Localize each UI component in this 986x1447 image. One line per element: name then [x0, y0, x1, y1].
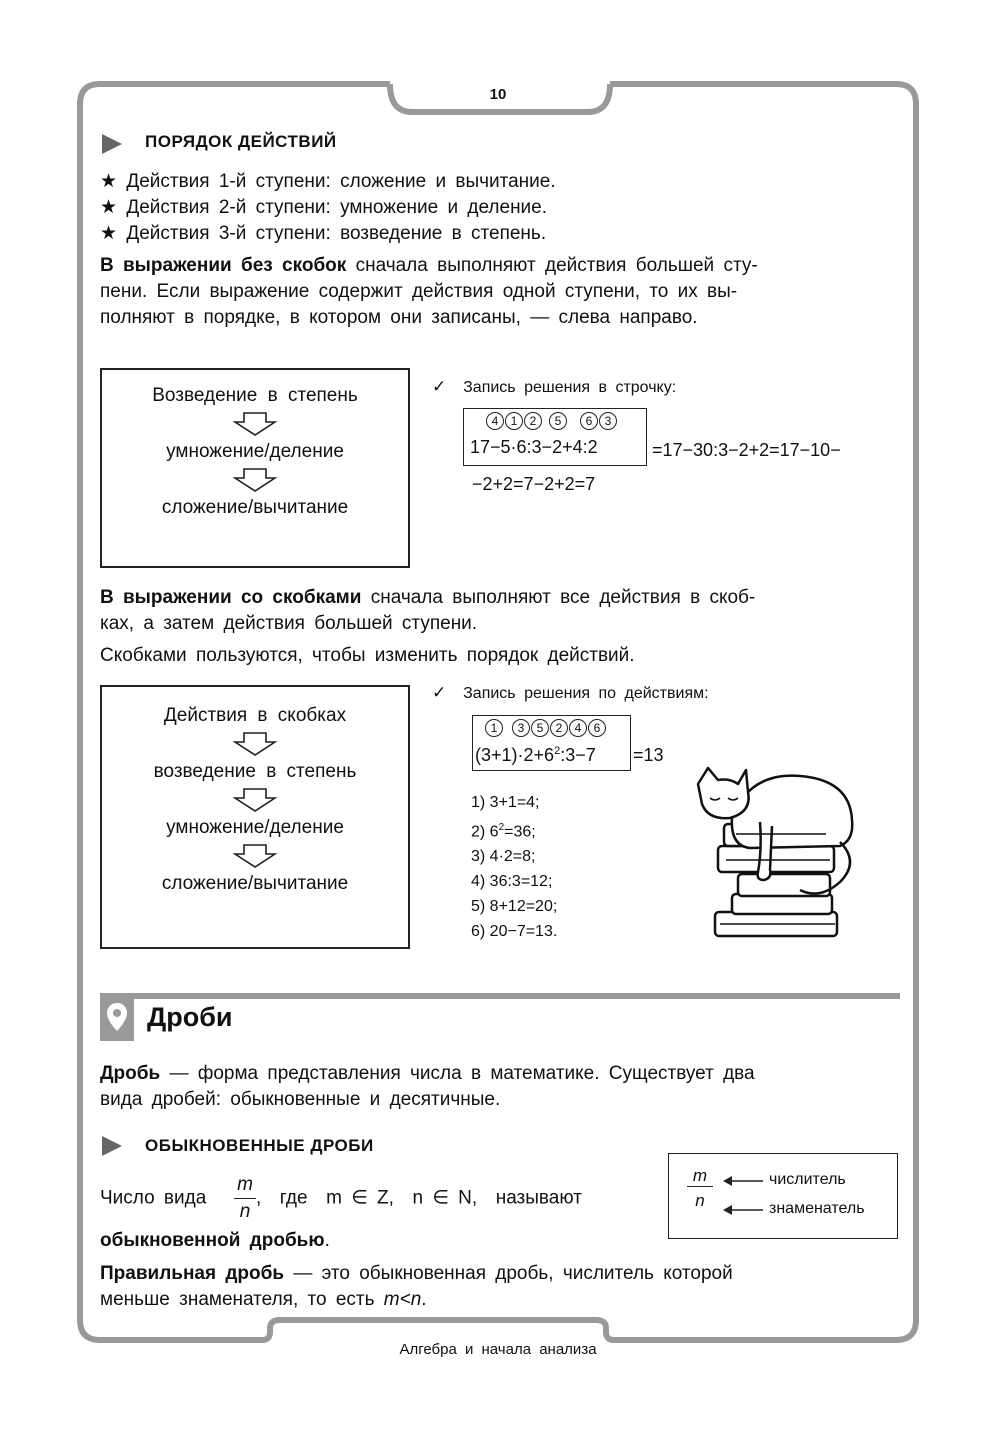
star-icon: ★ — [100, 197, 118, 218]
example1-expression: 17−5·6:3−2+4:2 — [470, 437, 598, 457]
section-heading-common-fractions: ОБЫКНОВЕННЫЕ ДРОБИ — [145, 1136, 374, 1155]
level-item: ★ Действия 3-й ступени: возведение в степень. — [100, 223, 547, 244]
rule-with-brackets: В выражении со скобками сначала выполняют все действия в скоб- ках, а затем действия большей ступени. Скобками пользуются, чтобы изменить порядок действий. — [100, 587, 756, 666]
left-arrow-icon — [723, 1204, 763, 1216]
fractions-icon-tab — [100, 993, 134, 1041]
order-marks: 4 1 2 5 6 3 — [486, 412, 618, 430]
flow-step: умножение/деление — [166, 817, 344, 838]
step-item: 2) $6^2=36$; — [471, 822, 536, 841]
fraction-m-over-n: $\frac{m}{n}$ — [234, 1172, 256, 1225]
example2-title: ✓ Запись решения по действиям: — [432, 683, 709, 702]
section-heading-order: ПОРЯДОК ДЕЙСТВИЙ — [145, 132, 337, 151]
flow-box-no-brackets — [100, 368, 410, 568]
star-icon: ★ — [100, 171, 118, 192]
step-item: 4) 36:3=12; — [471, 873, 553, 891]
example1-title: ✓ Запись решения в строчку: — [432, 377, 677, 396]
left-arrow-icon — [723, 1175, 763, 1187]
step-item: 5) 8+12=20; — [471, 898, 558, 916]
flow-step: возведение в степень — [153, 761, 357, 782]
check-icon: ✓ — [432, 377, 447, 396]
example2-result: =13 — [633, 745, 664, 765]
order-marks: 1 3 5 2 4 6 — [485, 719, 607, 737]
section-divider — [100, 993, 900, 999]
cat-on-books-illustration — [690, 762, 860, 942]
levels-list — [100, 169, 556, 247]
example1-continuation: =17−30:3−2+2=17−10− — [652, 440, 841, 460]
example1-line2: −2+2=7−2+2=7 — [472, 474, 596, 494]
example1-expression-box — [463, 408, 647, 466]
common-fraction-def-line2: обыкновенной дробью. — [100, 1230, 330, 1251]
flow-step: сложение/вычитание — [161, 497, 349, 518]
down-arrow-icon — [233, 843, 277, 869]
triangle-bullet-icon — [100, 133, 124, 155]
flow-step: сложение/вычитание — [161, 873, 349, 894]
numerator-label: числитель — [769, 1171, 846, 1188]
flow-step: Действия в скобках — [163, 705, 347, 726]
flow-step: умножение/деление — [166, 441, 344, 462]
down-arrow-icon — [233, 467, 277, 493]
example2-steps — [471, 790, 557, 944]
level-item: ★ Действия 1-й ступени: сложение и вычитание. — [100, 171, 556, 192]
down-arrow-icon — [233, 411, 277, 437]
example2-expression-box — [472, 715, 631, 771]
rule-no-brackets: В выражении без скобок сначала выполняют действия большей сту- пени. Если выражение содержит действия одной ступени, то их вы- полняют в порядке, в котором они записаны, — слева направо. — [100, 255, 758, 328]
proper-fraction-def: Правильная дробь — это обыкновенная дробь, числитель которой меньше знаменателя, то есть m<n. — [100, 1263, 733, 1310]
legend-fraction: m n — [687, 1166, 713, 1211]
location-pin-icon — [100, 993, 134, 1041]
common-fraction-def: Число вида $\frac{m}{n}$ , где m ∈ Z, n ∈ N, называют — [100, 1172, 582, 1225]
step-item: 1) 3+1=4; — [471, 794, 540, 811]
section-title-fractions: Дроби — [147, 1002, 233, 1032]
down-arrow-icon — [233, 787, 277, 813]
page-number: 10 — [489, 86, 507, 103]
fraction-definition: Дробь — форма представления числа в математике. Существует два вида дробей: обыкновенные и десятичные. — [100, 1063, 755, 1110]
denominator-label: знаменатель — [769, 1200, 865, 1217]
page-footer: Алгебра и начала анализа — [399, 1341, 597, 1358]
flow-step: Возведение в степень — [152, 385, 358, 406]
triangle-bullet-icon — [100, 1135, 124, 1157]
down-arrow-icon — [233, 731, 277, 757]
check-icon: ✓ — [432, 683, 447, 702]
flow-box-with-brackets — [100, 685, 410, 949]
level-item: ★ Действия 2-й ступени: умножение и деление. — [100, 197, 548, 218]
example2-expression: $(3+1)\cdot 2+6^2:3-7$ — [475, 745, 596, 765]
fraction-legend-box — [668, 1153, 898, 1239]
star-icon: ★ — [100, 223, 118, 244]
step-item: 3) 4·2=8; — [471, 848, 536, 866]
step-item: 6) 20−7=13. — [471, 923, 558, 941]
